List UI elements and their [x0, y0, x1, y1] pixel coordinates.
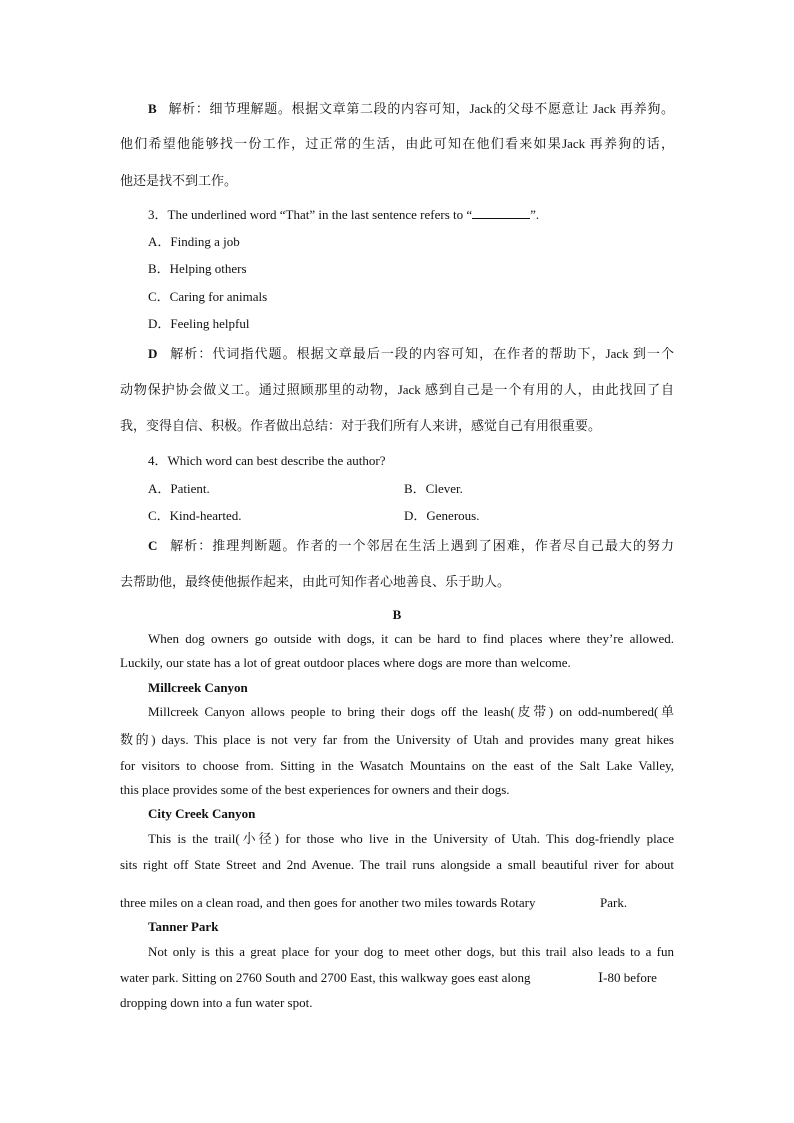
intro-line-2: Luckily, our state has a lot of great outdoor places where dogs are more than welcome.	[120, 655, 571, 670]
city-creek-line-1: This is the trail(小径) for those who live in the University of Utah. This dog-friendly place	[148, 831, 674, 846]
q3-explanation-line-1	[148, 346, 674, 362]
tanner-line-2: water park. Sitting on 2760 South and 2700 East, this walkway goes east along	[120, 970, 531, 985]
answer-blank	[472, 207, 530, 219]
millcreek-line-2: 数的) days. This place is not very far from the University of Utah and provides many great hikes	[120, 732, 674, 747]
tanner-line-1: Not only is this a great place for your dog to meet other dogs, but this trail also leads to a fun	[148, 944, 674, 959]
q3-stem-text: 3．The underlined word “That” in the last sentence refers to “	[148, 207, 473, 222]
tanner-line-2-end: Ⅰ-80 before	[598, 970, 657, 985]
q3-explanation-text-1: 解析：代词指代题。根据文章最后一段的内容可知，在作者的帮助下，Jack 到一个	[170, 346, 674, 361]
passage-heading: B	[392, 607, 402, 622]
section-title-millcreek: Millcreek Canyon	[148, 680, 248, 695]
q4-answer-letter: C	[148, 538, 158, 553]
city-creek-line-3: three miles on a clean road, and then goes for another two miles towards Rotary	[120, 895, 536, 910]
q3-option-d: D．Feeling helpful	[148, 316, 250, 331]
q2-explanation-line-2: 他们希望他能够找一份工作，过正常的生活，由此可知在他们看来如果Jack 再养狗的话，	[120, 136, 674, 151]
q4-option-d: D．Generous.	[404, 508, 480, 523]
millcreek-line-4: this place provides some of the best experiences for owners and their dogs.	[120, 782, 510, 797]
section-title-tanner-park: Tanner Park	[148, 919, 219, 934]
intro-line-1: When dog owners go outside with dogs, it can be hard to find places where they’re allowed.	[148, 631, 674, 646]
q4-option-a: A．Patient.	[148, 481, 210, 496]
q4-option-b: B．Clever.	[404, 481, 463, 496]
millcreek-line-1: Millcreek Canyon allows people to bring their dogs off the leash(皮带) on odd-numbered(单	[148, 704, 674, 719]
q3-explanation-line-2: 动物保护协会做义工。通过照顾那里的动物，Jack 感到自己是一个有用的人，由此找回了自	[120, 382, 674, 397]
q4-explanation-line-2: 去帮助他，最终使他振作起来，由此可知作者心地善良、乐于助人。	[120, 574, 511, 589]
q4-explanation-line-1	[148, 538, 674, 554]
q3-option-c: C．Caring for animals	[148, 289, 268, 304]
q2-answer-letter: B	[148, 101, 157, 116]
tanner-line-3: dropping down into a fun water spot.	[120, 995, 313, 1010]
q2-explanation-line-3: 他还是找不到工作。	[120, 173, 238, 188]
q3-option-b: B．Helping others	[148, 261, 247, 276]
section-title-city-creek: City Creek Canyon	[148, 806, 256, 821]
city-creek-line-3-end: Park.	[600, 895, 628, 910]
q3-explanation-line-3: 我，变得自信、积极。作者做出总结：对于我们所有人来讲，感觉自己有用很重要。	[120, 418, 602, 433]
q4-explanation-text-1: 解析：推理判断题。作者的一个邻居在生活上遇到了困难，作者尽自己最大的努力	[170, 538, 674, 553]
q2-explanation-line-1	[148, 101, 674, 117]
q2-explanation-text-1: 解析：细节理解题。根据文章第二段的内容可知，Jack的父母不愿意让 Jack 再养狗。	[168, 101, 674, 116]
q4-stem: 4．Which word can best describe the author?	[148, 453, 386, 468]
q4-option-c: C．Kind-hearted.	[148, 508, 242, 523]
q3-stem-end: ”.	[530, 207, 540, 222]
q3-option-a: A．Finding a job	[148, 234, 240, 249]
q3-stem	[148, 207, 539, 223]
q3-answer-letter: D	[148, 346, 158, 361]
city-creek-line-2: sits right off State Street and 2nd Avenue. The trail runs alongside a small beautiful river for about	[120, 857, 674, 872]
millcreek-line-3: for visitors to choose from. Sitting in the Wasatch Mountains on the east of the Salt Lake Valley,	[120, 758, 674, 773]
